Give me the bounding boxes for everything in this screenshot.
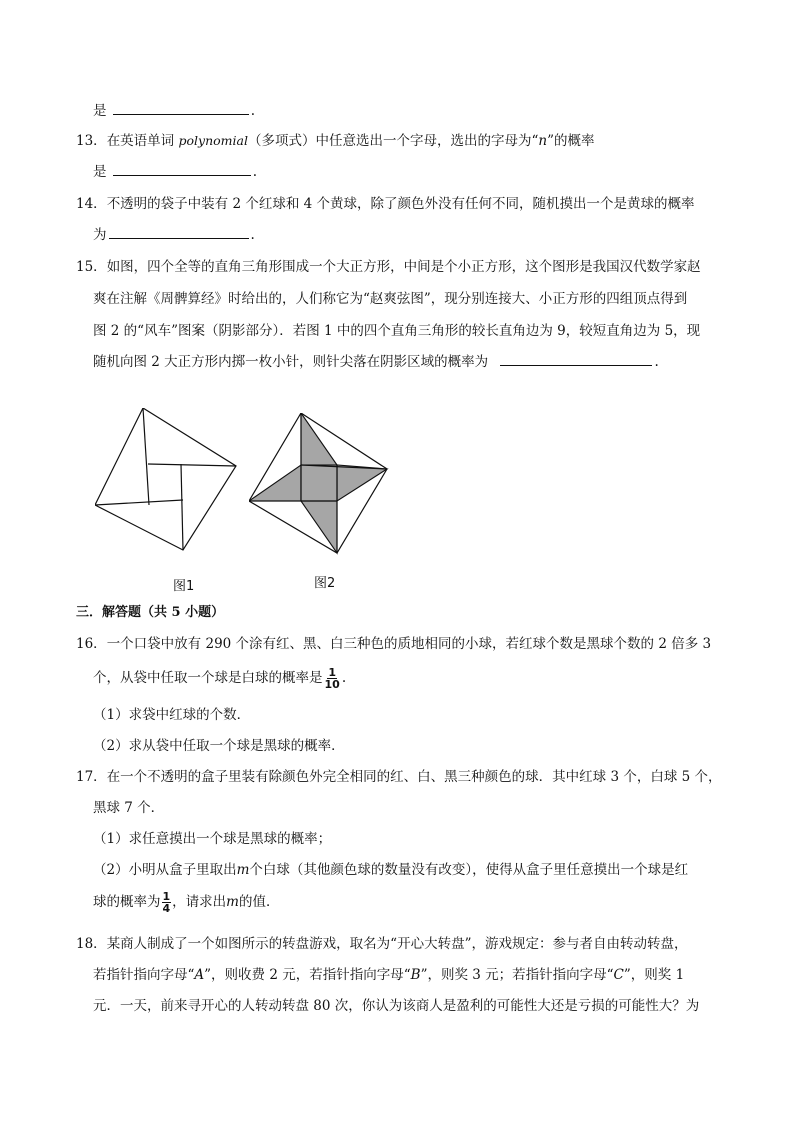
q15-number: 15． (76, 259, 107, 275)
fig2-blade-3 (301, 501, 337, 553)
q18-line3: 元．一天，前来寻开心的人转动转盘 80 次，你认为该商人是盈利的可能性大还是亏损的可能性大？为 (93, 998, 700, 1014)
fig1-leg-4 (148, 464, 236, 466)
q17-line2: 黑球 7 个． (93, 800, 165, 816)
q18-line1: 18．某商人制成了一个如图所示的转盘游戏，取名为“开心大转盘”，游戏规定：参与者自由转动转盘， (76, 936, 688, 952)
q16-number: 16． (76, 636, 107, 652)
q14-number: 14． (76, 196, 107, 212)
q17-line4: 球的概率为 $\frac{1}{4}$ ，请求出m的值． (93, 890, 280, 915)
q12-answer-blank[interactable] (113, 101, 249, 115)
q17-fraction: $\frac{1}{4}$ (162, 890, 171, 915)
q15-answer-blank[interactable] (500, 352, 652, 366)
q17-variable-m: m (236, 862, 250, 878)
q15-line4: 随机向图 2 大正方形内掷一枚小针，则针尖落在阴影区域的概率为 . (93, 354, 659, 370)
figure-1-zhao-shuang-diagram (95, 408, 241, 554)
fig2-blade-2 (337, 465, 387, 501)
figure-2-shaded-region (249, 413, 387, 553)
q14-line2: 为 . (93, 227, 255, 243)
q16-fraction: $\frac{1}{10}$ (324, 666, 340, 691)
fig2-blade-1 (301, 413, 337, 465)
q17-number: 17． (76, 769, 107, 785)
q17-sub2: （2）小明从盒子里取出m个白球（其他颜色球的数量没有改变），使得从盒子里任意摸出一个球是红 (93, 862, 689, 878)
q13-answer-blank[interactable] (113, 162, 251, 176)
q15-line2: 爽在注解《周髀算经》时给出的，人们称它为“赵爽弦图”，现分别连接大、小正方形的四组顶点得到 (93, 291, 688, 307)
q12-answer-line: 是 . (93, 103, 256, 119)
figure-2-windmill-diagram (249, 413, 391, 555)
q13-line1: 13．在英语单词 polynomial（多项式）中任意选出一个字母，选出的字母为“n”的概率 (76, 133, 595, 149)
figure-2-caption: 图2 (314, 576, 336, 591)
q18-number: 18． (76, 936, 107, 952)
q17-sub1: （1）求任意摸出一个球是黑球的概率； (93, 831, 332, 847)
figure-1-caption: 图1 (173, 579, 195, 594)
q15-line1: 15．如图，四个全等的直角三角形围成一个大正方形，中间是个小正方形，这个图形是我国汉代数学家赵 (76, 259, 701, 275)
q14-line1: 14．不透明的袋子中装有 2 个红球和 4 个黄球，除了颜色外没有任何不同，随机摸出一个是黄球的概率 (76, 196, 695, 212)
q16-sub1: （1）求袋中红球的个数． (93, 707, 251, 723)
q16-line1: 16．一个口袋中放有 290 个涂有红、黑、白三种色的质地相同的小球，若红球个数是黑球个数的 2 倍多 3 (76, 636, 712, 652)
q18-line2: 若指针指向字母“A”，则收费 2 元，若指针指向字母“B”，则奖 3 元；若指针指向字母“C”，则奖 1 (93, 967, 685, 983)
q13-number: 13． (76, 133, 107, 149)
q16-line2: 个，从袋中任取一个球是白球的概率是 $\frac{1}{10}$ . (93, 666, 347, 691)
q13-letter: n (538, 133, 548, 149)
fig1-leg-3 (181, 464, 183, 550)
q16-sub2: （2）求从袋中任取一个球是黑球的概率． (93, 738, 345, 754)
fig2-inner-square (301, 465, 337, 501)
q15-line3: 图 2 的“风车”图案（阴影部分）．若图 1 中的四个直角三角形的较长直角边为 9，较短直角边为 5，现 (93, 323, 701, 339)
section-3-title: 三．解答题（共 5 小题） (76, 605, 225, 620)
q17-line1: 17．在一个不透明的盒子里装有除颜色外完全相同的红、白、黑三种颜色的球．其中红球 3 个，白球 5 个， (76, 769, 722, 785)
q14-answer-blank[interactable] (109, 225, 249, 239)
q13-word: polynomial (178, 133, 248, 148)
fig2-blade-4 (249, 465, 301, 501)
fig1-leg-2 (95, 500, 183, 505)
q13-line2: 是 . (93, 164, 258, 180)
q12-prefix: 是 (93, 103, 107, 119)
figure-1-lines (95, 408, 236, 550)
fig1-leg-1 (143, 408, 149, 505)
fig1-outer-square (95, 408, 236, 550)
